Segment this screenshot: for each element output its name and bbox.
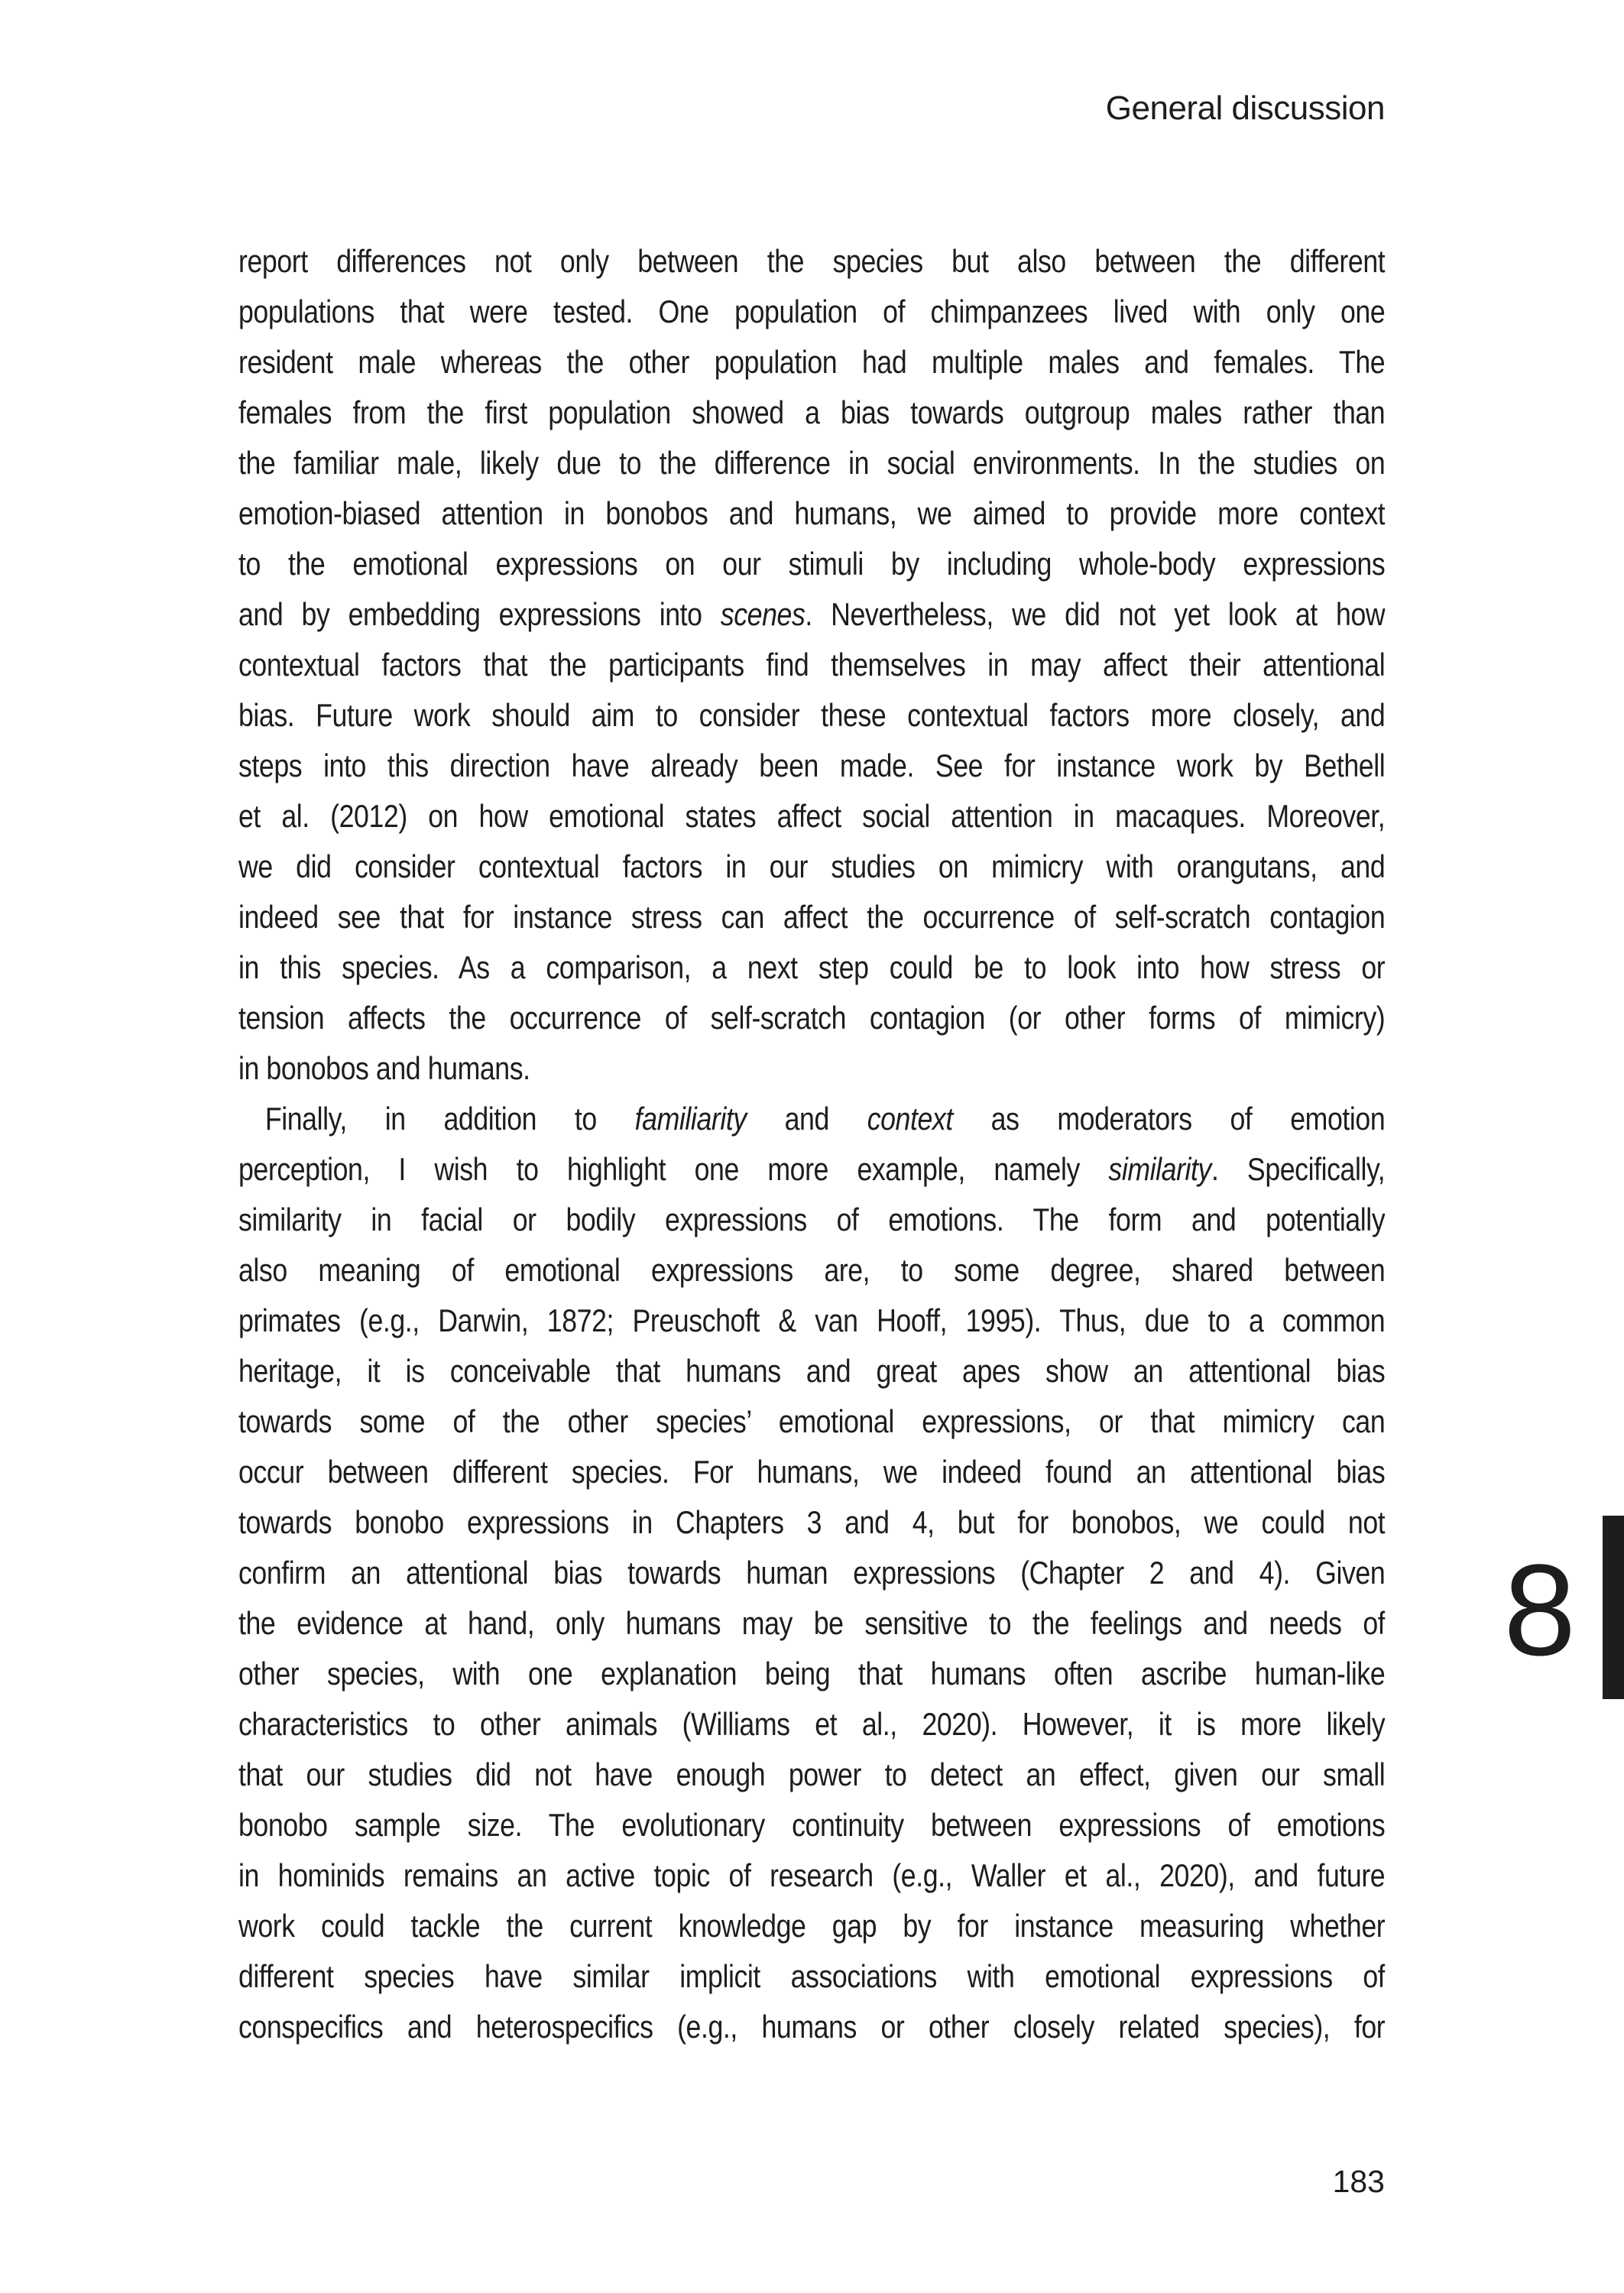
chapter-number: 8 [1503, 1538, 1576, 1683]
text-line: also meaning of emotional expressions are, to some degree, shared between [238, 1252, 1386, 1288]
text-line: in hominids remains an active topic of research (e.g., Waller et al., 2020), and future [238, 1857, 1386, 1893]
text-line: in bonobos and humans. [238, 1050, 530, 1086]
running-header: General discussion [1105, 89, 1385, 127]
italic-text: similarity [1108, 1151, 1211, 1187]
text-line: contextual factors that the participants find themselves in may affect their attentional [238, 647, 1386, 683]
text-line: we did consider contextual factors in our studies on mimicry with orangutans, and [238, 848, 1386, 884]
text-line: heritage, it is conceivable that humans and great apes show an attentional bias [238, 1353, 1386, 1389]
text-line: perception, I wish to highlight one more example, namely similarity. Specifically, [238, 1151, 1386, 1187]
text-line: work could tackle the current knowledge gap by for instance measuring whether [238, 1908, 1386, 1944]
text-line: confirm an attentional bias towards human expressions (Chapter 2 and 4). Given [238, 1555, 1386, 1591]
text-line: the evidence at hand, only humans may be sensitive to the feelings and needs of [238, 1605, 1386, 1641]
text-line: tension affects the occurrence of self-scratch contagion (or other forms of mimicry) [238, 1000, 1386, 1036]
italic-text: familiarity [634, 1101, 747, 1137]
text-line: report differences not only between the species but also between the different [238, 243, 1386, 279]
text-line: characteristics to other animals (Williams et al., 2020). However, it is more likely [238, 1706, 1386, 1742]
text-line: bias. Future work should aim to consider these contextual factors more closely, and [238, 697, 1386, 733]
text-line: steps into this direction have already been made. See for instance work by Bethell [238, 748, 1386, 783]
text-line: towards bonobo expressions in Chapters 3 and 4, but for bonobos, we could not [238, 1504, 1386, 1540]
text-line: conspecifics and heterospecifics (e.g., humans or other closely related species), for [238, 2009, 1386, 2045]
text-line: in this species. As a comparison, a next step could be to look into how stress or [238, 949, 1386, 985]
text-line: to the emotional expressions on our stimuli by including whole-body expressions [238, 546, 1386, 582]
text-line: populations that were tested. One population of chimpanzees lived with only one [238, 294, 1386, 329]
text-line: other species, with one explanation being that humans often ascribe human-like [238, 1656, 1386, 1691]
text-line: different species have similar implicit associations with emotional expressions of [238, 1958, 1386, 1994]
italic-text: scenes [720, 596, 806, 632]
text-line: Finally, in addition to familiarity and context as moderators of emotion [264, 1101, 1386, 1137]
text-line: that our studies did not have enough power to detect an effect, given our small [238, 1756, 1386, 1792]
text-line: resident male whereas the other population had multiple males and females. The [238, 344, 1386, 380]
text-line: similarity in facial or bodily expressions of emotions. The form and potentially [238, 1202, 1386, 1237]
page-number: 183 [1332, 2164, 1385, 2199]
text-line: the familiar male, likely due to the difference in social environments. In the studies on [238, 445, 1386, 481]
text-line: indeed see that for instance stress can affect the occurrence of self-scratch contagion [238, 899, 1386, 935]
body-text [238, 236, 1385, 2052]
text-line: towards some of the other species’ emotional expressions, or that mimicry can [238, 1403, 1386, 1439]
text-line: emotion-biased attention in bonobos and humans, we aimed to provide more context [238, 495, 1386, 531]
text-line: bonobo sample size. The evolutionary continuity between expressions of emotions [238, 1807, 1386, 1843]
text-line: et al. (2012) on how emotional states affect social attention in macaques. Moreover, [238, 798, 1386, 834]
text-line: females from the first population showed a bias towards outgroup males rather than [238, 394, 1386, 430]
italic-text: context [867, 1101, 953, 1137]
text-line: occur between different species. For humans, we indeed found an attentional bias [238, 1454, 1386, 1490]
text-line: primates (e.g., Darwin, 1872; Preuschoft & van Hooff, 1995). Thus, due to a common [238, 1302, 1386, 1338]
chapter-tab-bar [1603, 1516, 1624, 1699]
text-line: and by embedding expressions into scenes. Nevertheless, we did not yet look at how [238, 596, 1386, 632]
